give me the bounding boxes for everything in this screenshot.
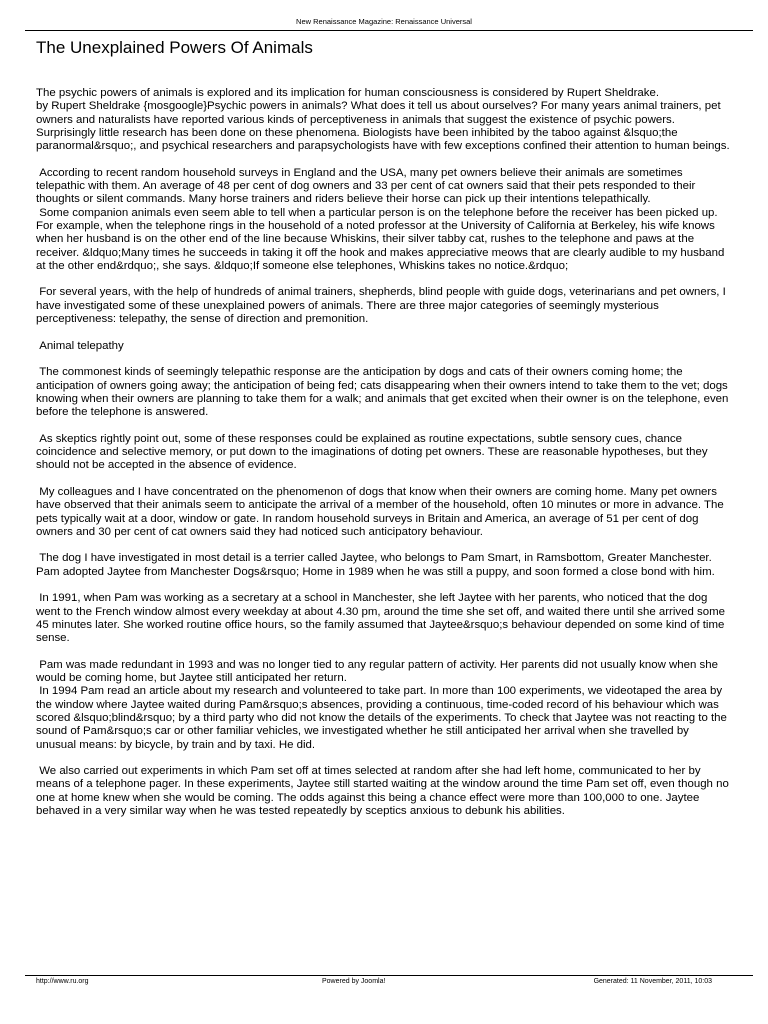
article-paragraph: According to recent random household surveys in England and the USA, many pet owners believe their animals are sometimes telepathic with them. An average of 48 per cent of dog owners and 33 per cent of cat owners said that their pets responded to their thoughts or silent commands. Many horse trainers and riders believe their horse can pick up their intentions telepathically. [36, 166, 699, 206]
article-paragraph: We also carried out experiments in which Pam set off at times selected at random after she had left home, communicated to her by means of a telephone pager. In these experiments, Jaytee still started waiting at the window around the time Pam set off, even though no one at home knew when she would be coming. The odds against this being a chance effect were more than 100,000 to one. Jaytee behaved in a very similar way when he was tested repeatedly by sceptics anxious to debunk his abilities. [36, 765, 732, 818]
article-paragraph: For several years, with the help of hundreds of animal trainers, shepherds, blind people with guide dogs, veterinarians and pet owners, I have investigated some of these unexplained powers of animals. There are three major categories of seemingly mysterious perceptiveness: telepathy, the sense of direction and premonition. [36, 286, 730, 326]
article-paragraph: Some companion animals even seem able to tell when a particular person is on the telephone before the receiver has been picked up. For example, when the telephone rings in the household of a noted professor at the University of California at Berkeley, his wife knows when her husband is on the other end of the line because Whiskins, their silver tabby cat, rushes to the telephone and paws at the receiver. &ldquo;Many times he succeeds in taking it off the hook and makes appreciative meows that are clearly audible to my husband at the other end&rdquo;, she says. &ldquo;If someone else telephones, Whiskins takes no notice.&rdquo; [36, 206, 728, 272]
footer-powered-by: Powered by Joomla! [322, 978, 386, 985]
article-paragraph: The dog I have investigated in most detail is a terrier called Jaytee, who belongs to Pam Smart, in Ramsbottom, Greater Manchester. Pam adopted Jaytee from Manchester Dogs&rsquo; Home in 1989 when he was still a puppy, and soon formed a close bond with him. [36, 552, 715, 578]
section-heading: Animal telepathy [36, 339, 124, 352]
header-divider [25, 30, 753, 31]
article-paragraph: In 1991, when Pam was working as a secretary at a school in Manchester, she left Jaytee with her parents, who noticed that the dog went to the French window almost every weekday at about 4.30 pm, around the time she set off, and waited there until she arrived some 45 minutes later. She worked routine office hours, so the family assumed that Jaytee&rsquo;s behaviour depended on some kind of time sense. [36, 592, 729, 645]
footer-generated-date: Generated: 11 November, 2011, 10:03 [593, 978, 712, 985]
article-paragraph: As skeptics rightly point out, some of these responses could be explained as routine expectations, subtle sensory cues, chance coincidence and selective memory, or put down to the imaginations of doting pet owners. These are reasonable hypotheses, but they should not be accepted in the absence of evidence. [36, 432, 711, 472]
article-title: The Unexplained Powers Of Animals [36, 38, 313, 57]
article-paragraph: In 1994 Pam read an article about my research and volunteered to take part. In more than 100 experiments, we videotaped the area by the window where Jaytee waited during Pam&rsquo;s absences, providing a continuous, time-coded record of his behaviour which was scored &lsquo;blind&rsquo; by a third party who did not know the details of the experiments. To check that Jaytee was not reacting to the sound of Pam&rsquo;s car or other familiar vehicles, we investigated whether he still anticipated her arrival when she travelled by unusual means: by bicycle, by train and by taxi. He did. [36, 685, 731, 751]
footer-divider [25, 975, 753, 976]
article-body [36, 87, 732, 972]
article-paragraph: The psychic powers of animals is explored and its implication for human consciousness is considered by Rupert Sheldrake. by Rupert Sheldrake {mosgoogle}Psychic powers in animals? What does it tell us about ourselves? For many years animal trainers, pet owners and naturalists have reported various kinds of perceptiveness in animals that suggest the existence of psychic powers. Surprisingly little research has been done on these phenomena. Biologists have been inhibited by the taboo against &lsquo;the paranormal&rsquo;, and psychical researchers and parapsychologists have with few exceptions confined their attention to human beings. [36, 87, 730, 153]
footer-url-link[interactable]: http://www.ru.org [36, 978, 89, 985]
article-paragraph: My colleagues and I have concentrated on the phenomenon of dogs that know when their owners are coming home. Many pet owners have observed that their animals seem to anticipate the arrival of a member of the household, often 10 minutes or more in advance. The pets typically wait at a door, window or gate. In random household surveys in Britain and America, an average of 51 per cent of dog owners and 30 per cent of cat owners said they had noticed such anticipatory behaviour. [36, 485, 727, 538]
article-paragraph: Pam was made redundant in 1993 and was no longer tied to any regular pattern of activity. Her parents did not usually know when she would be coming home, but Jaytee still anticipated her return. [36, 658, 722, 685]
publication-header: New Renaissance Magazine: Renaissance Universal [296, 17, 472, 26]
article-paragraph: The commonest kinds of seemingly telepathic response are the anticipation by dogs and cats of their owners coming home; the anticipation of owners going away; the anticipation of being fed; cats disappearing when their owners intend to take them to the vet; dogs knowing when their owners are planning to take them for a walk; and animals that get excited when their owner is on the telephone, even before the telephone is answered. [36, 366, 732, 419]
